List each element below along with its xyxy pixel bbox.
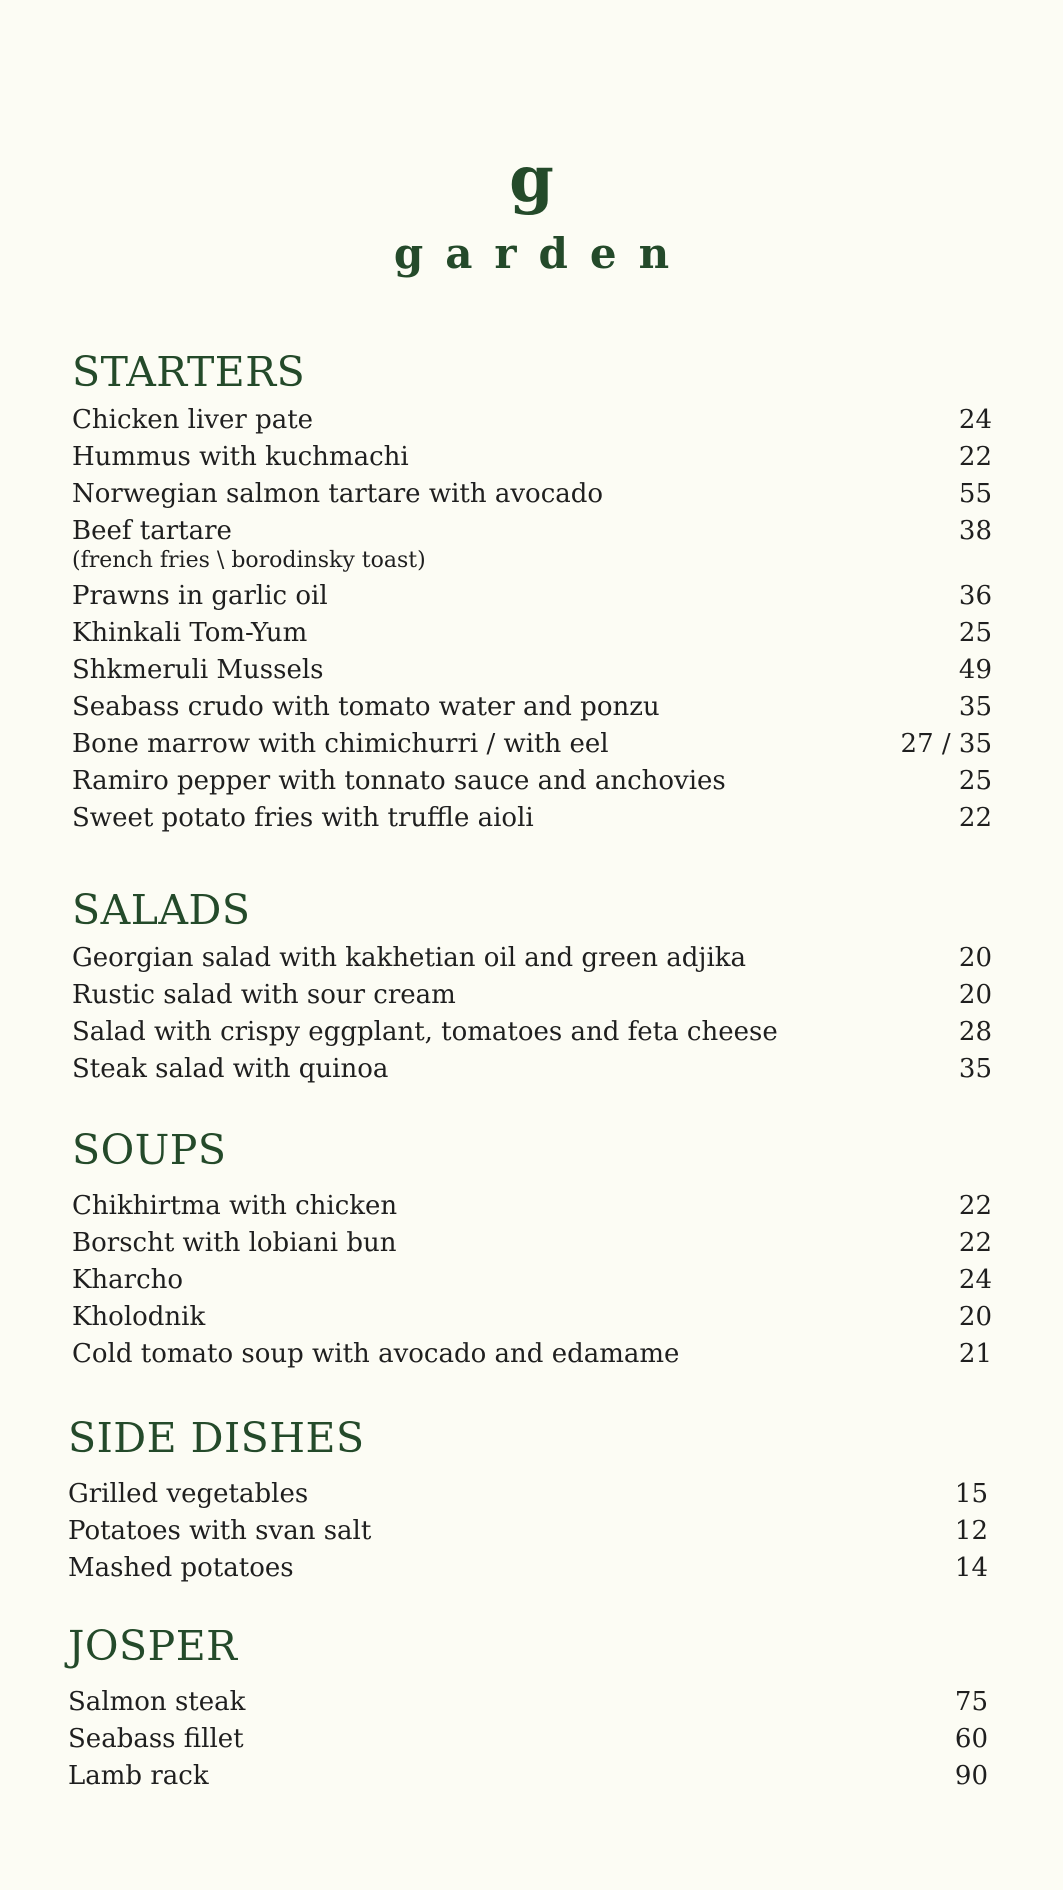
item-price: 22	[958, 1228, 992, 1258]
item-price: 24	[958, 405, 992, 435]
menu-item	[68, 1550, 988, 1587]
menu-item	[72, 615, 992, 652]
item-price: 49	[958, 655, 992, 685]
section-salads	[72, 886, 992, 1088]
section-josper	[68, 1622, 988, 1795]
item-price: 22	[958, 442, 992, 472]
item-name: Chicken liver pate	[72, 405, 314, 435]
item-name: Grilled vegetables	[68, 1479, 309, 1509]
item-name: Lamb rack	[68, 1761, 209, 1791]
item-price: 90	[954, 1761, 988, 1791]
menu-item	[72, 940, 992, 977]
menu-item	[72, 726, 992, 763]
section-title: SALADS	[72, 886, 251, 934]
menu-item	[68, 1513, 988, 1550]
menu-item	[72, 1225, 992, 1262]
item-name: Prawns in garlic oil	[72, 581, 328, 611]
item-name: Seabass crudo with tomato water and ponzu	[72, 692, 660, 722]
item-name: Shkmeruli Mussels	[72, 655, 324, 685]
section-title: STARTERS	[72, 348, 306, 396]
menu-item	[72, 476, 992, 513]
item-price: 25	[958, 766, 992, 796]
item-name: Beef tartare	[72, 516, 232, 546]
item-price: 22	[958, 1191, 992, 1221]
section-side-dishes	[68, 1414, 988, 1587]
brand-logo	[0, 140, 1063, 284]
section-title: JOSPER	[68, 1622, 238, 1670]
menu-item	[72, 578, 992, 615]
item-name: Chikhirtma with chicken	[72, 1191, 398, 1221]
menu-item	[72, 1014, 992, 1051]
menu-item	[72, 652, 992, 689]
item-name: Bone marrow with chimichurri / with eel	[72, 729, 609, 759]
menu-item	[72, 977, 992, 1014]
section-title: SIDE DISHES	[68, 1414, 365, 1462]
item-name: Ramiro pepper with tonnato sauce and anchovies	[72, 766, 726, 796]
item-name: Seabass fillet	[68, 1724, 244, 1754]
item-price: 60	[954, 1724, 988, 1754]
item-price: 14	[954, 1553, 988, 1583]
menu-item	[68, 1476, 988, 1513]
item-price: 21	[958, 1339, 992, 1369]
item-price: 24	[958, 1265, 992, 1295]
item-price: 38	[958, 516, 992, 546]
item-price: 22	[958, 803, 992, 833]
menu-item	[72, 1262, 992, 1299]
item-name: Hummus with kuchmachi	[72, 442, 409, 472]
item-price: 20	[958, 1302, 992, 1332]
item-name: Mashed potatoes	[68, 1553, 294, 1583]
item-price: 20	[958, 943, 992, 973]
item-name: Khinkali Tom-Yum	[72, 618, 308, 648]
item-name: Cold tomato soup with avocado and edamame	[72, 1339, 680, 1369]
section-title: SOUPS	[72, 1126, 227, 1174]
item-price: 75	[954, 1687, 988, 1717]
menu-item	[72, 1051, 992, 1088]
menu-item	[68, 1758, 988, 1795]
section-soups	[72, 1126, 992, 1373]
item-name: Salad with crispy eggplant, tomatoes and feta cheese	[72, 1017, 778, 1047]
item-name: Potatoes with svan salt	[68, 1516, 372, 1546]
item-price: 35	[958, 1054, 992, 1084]
item-price: 25	[958, 618, 992, 648]
item-name: Rustic salad with sour cream	[72, 980, 456, 1010]
item-name: Georgian salad with kakhetian oil and green adjika	[72, 943, 747, 973]
item-price: 35	[958, 692, 992, 722]
menu-item	[68, 1684, 988, 1721]
menu-item	[72, 689, 992, 726]
item-name: Sweet potato fries with truffle aioli	[72, 803, 534, 833]
menu-item	[72, 800, 992, 837]
item-price: 28	[958, 1017, 992, 1047]
item-price: 15	[954, 1479, 988, 1509]
item-price: 20	[958, 980, 992, 1010]
menu-item	[72, 1299, 992, 1336]
section-starters	[72, 348, 992, 837]
menu-item	[72, 1188, 992, 1225]
item-name: Kholodnik	[72, 1302, 206, 1332]
item-name: Kharcho	[72, 1265, 184, 1295]
item-price: 12	[954, 1516, 988, 1546]
brand-name: garden	[393, 229, 692, 278]
item-price: 55	[958, 479, 992, 509]
item-name: Borscht with lobiani bun	[72, 1228, 397, 1258]
menu-item	[68, 1721, 988, 1758]
menu-item	[72, 763, 992, 800]
menu-item	[72, 1336, 992, 1373]
item-name: Norwegian salmon tartare with avocado	[72, 479, 604, 509]
brand-mark: g	[509, 142, 554, 217]
item-name: Salmon steak	[68, 1687, 246, 1717]
item-name: Steak salad with quinoa	[72, 1054, 389, 1084]
menu-item	[72, 402, 992, 439]
item-price: 36	[958, 581, 992, 611]
item-price: 27 / 35	[900, 729, 992, 759]
menu-item	[72, 513, 992, 550]
item-note: (french fries \ borodinsky toast)	[72, 548, 426, 573]
menu-item	[72, 439, 992, 476]
